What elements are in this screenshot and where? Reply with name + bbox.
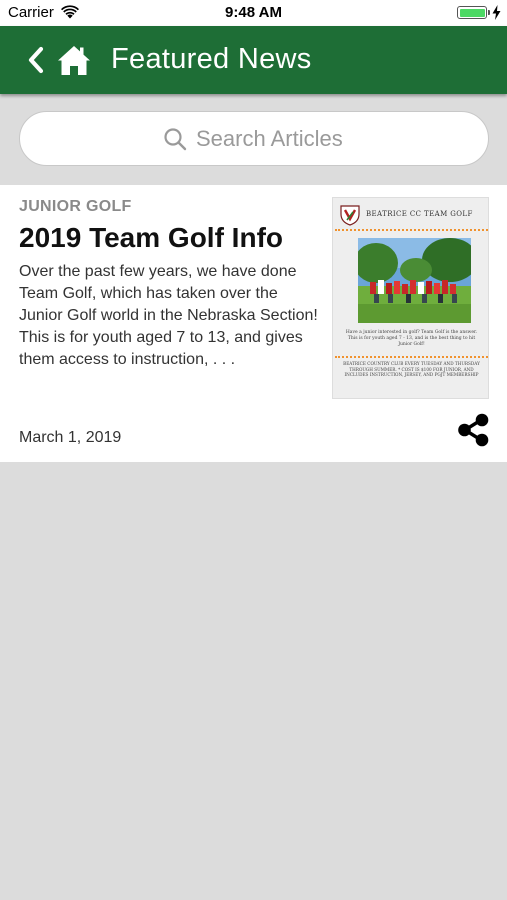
article-excerpt: Over the past few years, we have done Team Golf, which has taken over the Junior Golf world in the Nebraska Section! This is for youth aged 7 to 13, and gives them access to instruction, . . . <box>19 263 318 368</box>
article-title[interactable]: 2019 Team Golf Info <box>19 222 283 253</box>
status-bar <box>0 0 507 26</box>
status-time: 9:48 AM <box>225 4 282 21</box>
club-logo-icon <box>338 204 362 226</box>
team-photo <box>358 238 471 323</box>
home-icon[interactable] <box>56 44 92 76</box>
article-card[interactable] <box>0 185 507 462</box>
thumbnail-heading: BEATRICE CC TEAM GOLF <box>366 210 473 218</box>
thumbnail-divider <box>335 356 488 358</box>
nav-bar <box>0 26 507 94</box>
search-bar[interactable] <box>19 111 489 166</box>
charging-bolt-icon <box>492 5 501 20</box>
article-category: JUNIOR GOLF <box>19 198 132 215</box>
article-date: March 1, 2019 <box>19 429 122 446</box>
thumbnail-footer: BEATRICE COUNTRY CLUB EVERY TUESDAY AND THURSDAY THROUGH SUMMER. * COST IS $100 FOR JUNIOR, AND INCLUDES INSTRUCTION, JERSEY, AND PGJT MEMBERSHIP <box>343 361 480 378</box>
page-title: Featured News <box>111 43 312 75</box>
article-thumbnail[interactable] <box>332 197 489 399</box>
thumbnail-divider <box>335 229 488 231</box>
carrier-label: Carrier <box>8 4 54 21</box>
chevron-left-icon[interactable] <box>26 46 46 74</box>
search-icon <box>163 127 187 151</box>
thumbnail-body: Have a junior interested in golf? Team Golf is the answer. This is for youth aged 7 - 13, and is the best thing to hit Junior Golf! <box>345 330 478 347</box>
battery-tip <box>488 10 490 15</box>
search-input[interactable] <box>196 120 456 158</box>
battery-icon <box>457 6 487 19</box>
share-icon[interactable] <box>457 413 490 447</box>
